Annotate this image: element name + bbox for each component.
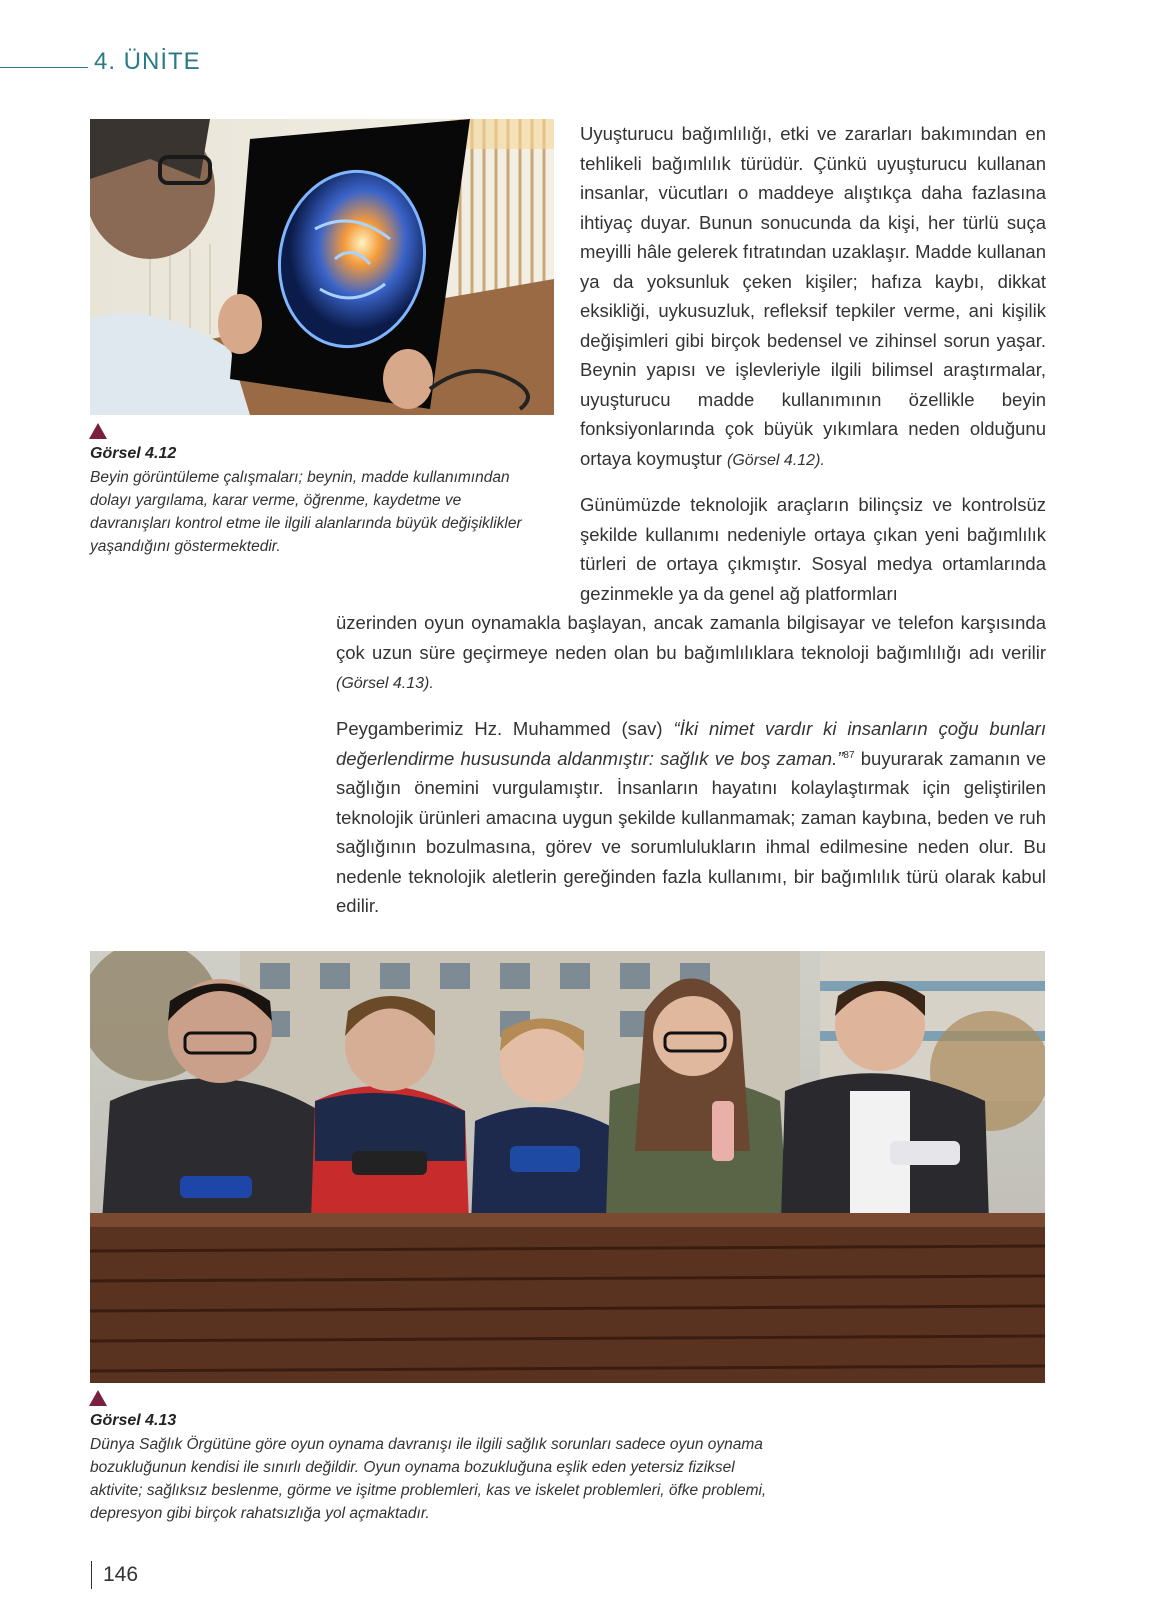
unit-title: 4. ÜNİTE bbox=[94, 48, 201, 75]
figure-marker-icon bbox=[89, 423, 107, 439]
paragraph-3-text: buyurarak zamanın ve sağlığın önemini vurgulamıştır. İnsanların hayatını kolaylaştırmak için geliştirilen teknolojik ürünleri amacına uygun şekilde kullanmamak; zaman kaybına, beden ve ruh sağlığının bozulmasına, görev ve sorumlulukların ihmal edilmesine neden olur. Bu nedenle teknolojik aletlerin gereğinden fazla kullanımı, bir bağımlılık türü olarak kabul edilir. bbox=[336, 747, 1047, 916]
paragraph-2-upper bbox=[580, 490, 1046, 608]
caption-title-4-13: Görsel 4.13 bbox=[90, 1412, 177, 1429]
paragraph-1-text: Uyuşturucu bağımlılığı, etki ve zararları bakımından en tehlikeli bağımlılık türüdür. Çünkü uyuşturucu kullanan insanlar, vücutları o maddeye alıştıkça daha fazlasına ihtiyaç duyar. Bunun sonucunda da kişi, her türlü suça meyilli hâle gelerek fıtratından uzaklaşır. Madde kullanan ya da yoksunluk çeken kişiler; hafıza kaybı, dikkat eksikliği, uykusuzluk, refleksif tepkiler verme, ani kişilik değişimleri gibi birçok bedensel ve zihinsel sorun yaşar. Beynin yapısı ve işlevleriyle ilgili bilimsel araştırmalar, uyuşturucu madde kullanımının özellikle beyin fonksiyonlarında çok büyük yıkımlara neden olduğunu ortaya koymuştur bbox=[580, 123, 1046, 469]
paragraph-3-intro: Peygamberimiz Hz. Muhammed (sav) bbox=[336, 718, 663, 739]
hadith-quote: “İki nimet vardır ki insanların çoğu bunları değerlendirme hususunda aldanmıştır: sağlık ve boş zaman.” bbox=[336, 718, 1046, 769]
children-phones-image bbox=[90, 951, 1045, 1383]
brain-scan-image bbox=[90, 119, 554, 415]
caption-title-4-12: Görsel 4.12 bbox=[90, 445, 177, 462]
paragraph-3 bbox=[336, 714, 1046, 921]
caption-text-4-13: Dünya Sağlık Örgütüne göre oyun oynama davranışı ile ilgili sağlık sorunları sadece oyun oynama bozukluğunun kendisi ile sınırlı değildir. Oyun oynama bozukluğuna eşlik eden yetersiz fiziksel aktivite; sağlıksız beslenme, görme ve işitme problemleri, kas ve iskelet problemleri, öfke problemi, depresyon gibi birçok rahatsızlığa yol açmaktadır. bbox=[90, 1436, 767, 1522]
paragraph-1-ref: (Görsel 4.12). bbox=[727, 451, 825, 469]
paragraph-2-text-upper: Günümüzde teknolojik araçların bilinçsiz ve kontrolsüz şekilde kullanımı nedeniyle ortaya çıkan yeni bağımlılık türleri de ortaya çıkmıştır. Sosyal medya ortamlarında gezinmekle ya da genel ağ platformları bbox=[580, 494, 1046, 604]
figure-marker-icon bbox=[89, 1390, 107, 1406]
header-rule bbox=[0, 67, 88, 68]
paragraph-1 bbox=[580, 119, 1046, 475]
page-number: 146 bbox=[103, 1563, 139, 1586]
footnote-ref: 87 bbox=[843, 749, 855, 761]
paragraph-2-text-lower: üzerinden oyun oynamakla başlayan, ancak zamanla bilgisayar ve telefon karşısında çok uzun süre geçirmeye neden olan bu bağımlılıklara teknoloji bağımlılığı adı verilir bbox=[336, 612, 1046, 663]
caption-text-4-12: Beyin görüntüleme çalışmaları; beynin, madde kullanımından dolayı yargılama, karar verme, öğrenme, kaydetme ve davranışları kontrol etme ile ilgili alanlarında büyük değişiklikler yaşandığını göstermektedir. bbox=[90, 469, 522, 555]
page-number-rule bbox=[91, 1561, 92, 1589]
paragraph-2-ref: (Görsel 4.13). bbox=[336, 675, 434, 692]
paragraph-2-lower bbox=[336, 608, 1046, 699]
